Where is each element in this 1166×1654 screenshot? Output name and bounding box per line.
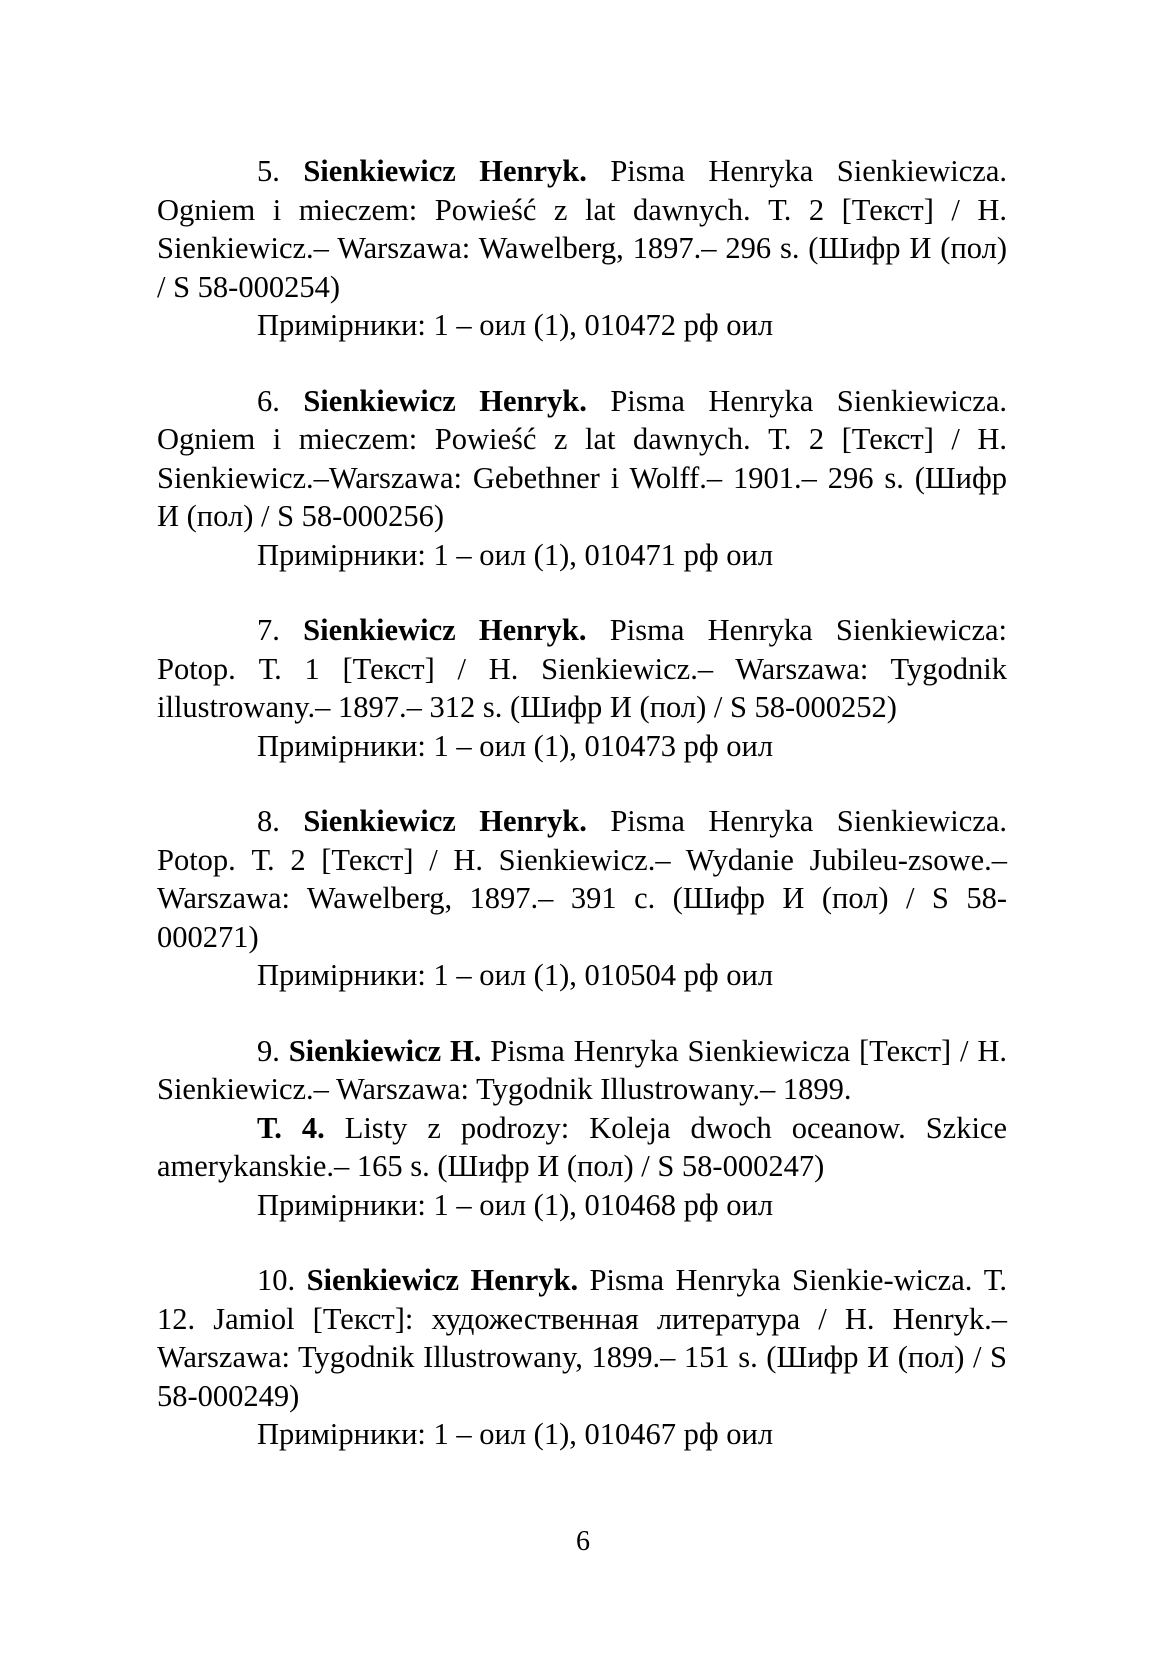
entry-author: Sienkiewicz Henryk.: [306, 1263, 579, 1297]
entry-description: [157, 1032, 1007, 1109]
entry-description: [157, 802, 1007, 956]
entry-author: Sienkiewicz Henryk.: [303, 154, 587, 188]
bibliography-entry: [157, 1032, 1007, 1225]
entry-copies: Примірники: 1 – оил (1), 010471 рф оил: [257, 537, 774, 572]
entry-author: Sienkiewicz H.: [288, 1033, 482, 1068]
entry-description: [157, 611, 1007, 727]
entry-text: Pisma Henryka Sienkiewicza: Potop. Т. 1 [Текст] / H. Sienkiewicz.– Warszawa: Tygodnik illustrowany.– 1897.– 312 s. (Шифр И (пол) / S 58-000252): [157, 613, 1007, 724]
entry-text: Pisma Henryka Sienkiewicza [Текст] / H. Sienkiewicz.– Warszawa: Tygodnik Illustrowany.– 1899.: [157, 1033, 1008, 1106]
entry-text: Pisma Henryka Sienkiewicza. Ogniem i mieczem: Powieść z lat dawnych. Т. 2 [Текст] / H. Sienkiewicz.– Warszawa: Wawelberg, 1897.– 296 s. (Шифр И (пол) / S 58-000254): [157, 154, 1008, 304]
bibliography-entry: [157, 1261, 1007, 1454]
entry-copies: Примірники: 1 – оил (1), 010468 рф оил: [257, 1187, 774, 1222]
entry-description: [157, 1261, 1007, 1415]
entry-author: Sienkiewicz Henryk.: [303, 804, 587, 838]
entry-copies: Примірники: 1 – оил (1), 010473 рф оил: [257, 728, 774, 763]
bibliography-entry: [157, 152, 1007, 345]
entry-number: 10.: [257, 1263, 296, 1297]
entry-author: Sienkiewicz Henryk.: [303, 613, 587, 647]
entry-volume: [157, 1109, 1007, 1186]
page-number: 6: [576, 1526, 590, 1557]
entry-text: Pisma Henryka Sienkie-wicza. Т. 12. Jamiol [Текст]: художественная литература / H. Henryk.– Warszawa: Tygodnik Illustrowany, 1899.– 151 s. (Шифр И (пол) / S 58-000249): [157, 1263, 1007, 1413]
entry-description: [157, 382, 1007, 536]
volume-text: Listy z podrozy: Koleja dwoch oceanow. Szkice amerykanskie.– 165 s. (Шифр И (пол) / S 58-000247): [157, 1110, 1007, 1183]
bibliography-list: [157, 152, 1007, 1491]
entry-number: 5.: [257, 154, 280, 188]
entry-author: Sienkiewicz Henryk.: [303, 383, 587, 418]
entry-description: [157, 152, 1007, 306]
entry-number: 6.: [257, 383, 280, 418]
volume-label: Т. 4.: [257, 1110, 325, 1145]
bibliography-entry: [157, 382, 1007, 575]
entry-number: 9.: [257, 1033, 280, 1068]
entry-text: Pisma Henryka Sienkiewicza. Ogniem i mieczem: Powieść z lat dawnych. Т. 2 [Текст] / H. Sienkiewicz.–Warszawa: Gebethner i Wolff.– 1901.– 296 s. (Шифр И (пол) / S 58-000256): [157, 383, 1008, 533]
entry-copies: Примірники: 1 – оил (1), 010467 рф оил: [257, 1417, 774, 1451]
bibliography-entry: [157, 802, 1007, 995]
entry-copies: Примірники: 1 – оил (1), 010472 рф оил: [257, 308, 774, 342]
bibliography-entry: [157, 611, 1007, 765]
entry-number: 8.: [257, 804, 280, 838]
entry-number: 7.: [257, 613, 280, 647]
entry-text: Pisma Henryka Sienkiewicza. Potop. Т. 2 [Текст] / H. Sienkiewicz.– Wydanie Jubileu-zsowe.– Warszawa: Wawelberg, 1897.– 391 с. (Шифр И (пол) / S 58-000271): [157, 804, 1008, 954]
entry-copies: Примірники: 1 – оил (1), 010504 рф оил: [257, 958, 774, 992]
